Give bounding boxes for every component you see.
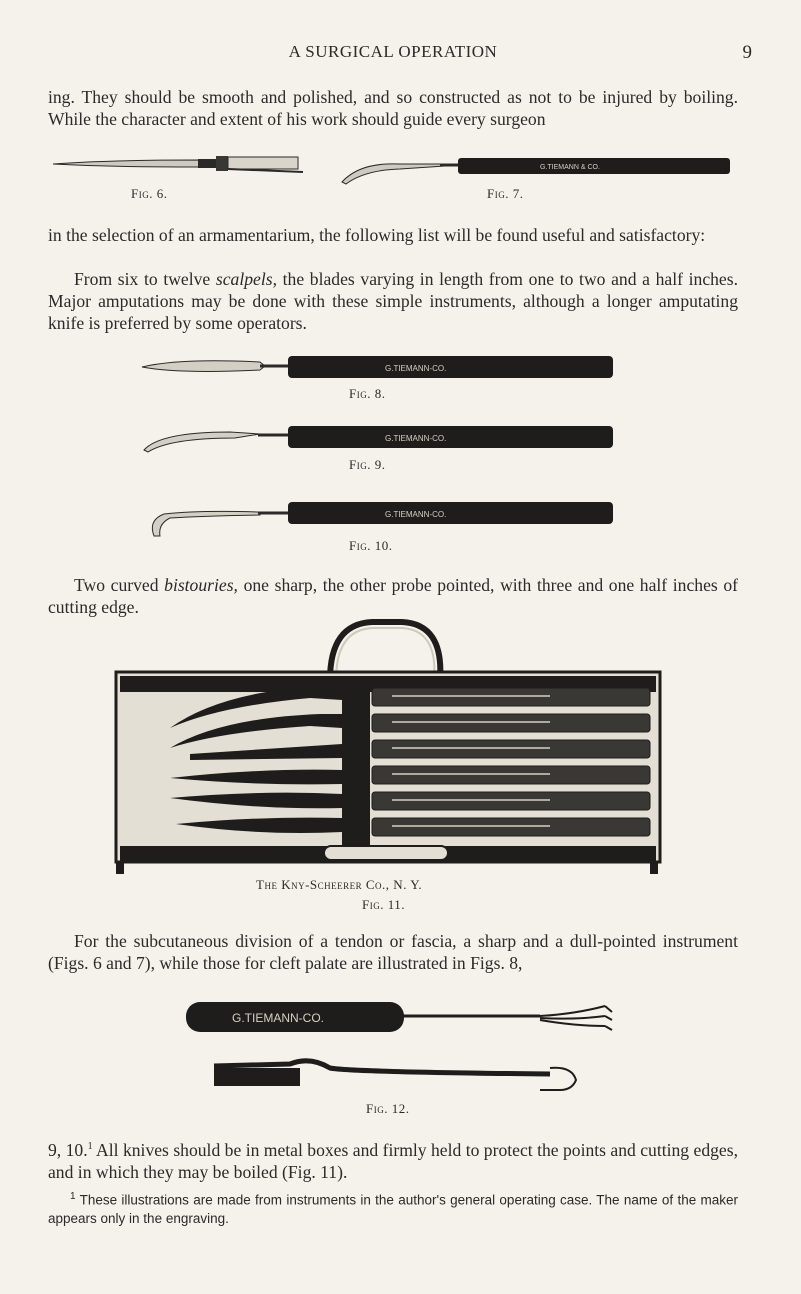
figure-9-caption: Fig. 9. bbox=[349, 457, 386, 472]
paragraph-6 bbox=[48, 1136, 738, 1183]
footnote-marker: 1 bbox=[70, 1191, 76, 1202]
footnote bbox=[48, 1188, 738, 1228]
figure-9-knife bbox=[140, 420, 620, 456]
figure-7-engraving: G.TIEMANN & CO. bbox=[540, 164, 600, 171]
figure-8-engraving: G.TIEMANN-CO. bbox=[385, 364, 447, 373]
figure-8-knife bbox=[140, 350, 620, 386]
figure-12-engraving: G.TIEMANN-CO. bbox=[232, 1011, 324, 1025]
figure-7-caption: Fig. 7. bbox=[487, 186, 524, 201]
figure-10-knife bbox=[140, 492, 620, 540]
paragraph-2: in the selection of an armamentarium, the following list will be found useful and satisfactory: bbox=[48, 225, 706, 245]
paragraph-3-emphasis: scalpels, bbox=[215, 269, 277, 289]
figure-6-tenotome bbox=[48, 150, 308, 190]
footnote-reference: 1 bbox=[87, 1141, 93, 1152]
footnote-text: These illustrations are made from instruments in the author's general operating case. The name of the maker appears only in the engraving. bbox=[48, 1192, 738, 1226]
figure-7-tenotome bbox=[340, 150, 740, 190]
paragraph-1: ing. They should be smooth and polished, and so constructed as not to be injured by boiling. While the character and extent of his work should guide every surgeon bbox=[48, 87, 738, 129]
page-number: 9 bbox=[742, 42, 752, 63]
paragraph-3-text-a: From six to twelve bbox=[74, 269, 216, 289]
figure-11-caption: Fig. 11. bbox=[362, 897, 405, 912]
paragraph-5: For the subcutaneous division of a tendon or fascia, a sharp and a dull-pointed instrument (Figs. 6 and 7), while those for cleft palate are illustrated in Figs. 8, bbox=[48, 931, 738, 973]
figure-11-instrument-box bbox=[110, 618, 666, 896]
figure-9-engraving: G.TIEMANN-CO. bbox=[385, 434, 447, 443]
figure-11-maker-credit: The Kny-Scheerer Co., N. Y. bbox=[256, 877, 423, 892]
paragraph-4-text-b: one sharp, the other probe pointed, with three and one half inches of cutting edge. bbox=[48, 575, 739, 617]
figure-12-cleft-palate-instruments bbox=[180, 996, 620, 1106]
figure-10-caption: Fig. 10. bbox=[349, 538, 393, 553]
page-header bbox=[48, 42, 752, 68]
figure-10-engraving: G.TIEMANN-CO. bbox=[385, 510, 447, 519]
running-head: A SURGICAL OPERATION bbox=[288, 42, 498, 61]
paragraph-4 bbox=[48, 574, 738, 618]
paragraph-3-text-b: the blades varying in length from one to two and a half inches. Major amputations may be done with these simple instruments, although a longer amputating knife is preferred by some operators. bbox=[48, 269, 738, 333]
figure-6-caption: Fig. 6. bbox=[131, 186, 168, 201]
paragraph-6-text-a: 9, 10. bbox=[48, 1139, 88, 1160]
figure-8-caption: Fig. 8. bbox=[349, 386, 386, 401]
paragraph-3 bbox=[48, 268, 738, 334]
figure-12-caption: Fig. 12. bbox=[366, 1101, 410, 1116]
paragraph-4-text-a: Two curved bbox=[74, 575, 165, 595]
paragraph-6-text-b: All knives should be in metal boxes and firmly held to protect the points and cutting edges, and in which they may be boiled (Fig. 11). bbox=[48, 1139, 738, 1182]
paragraph-4-emphasis: bistouries, bbox=[164, 575, 238, 595]
